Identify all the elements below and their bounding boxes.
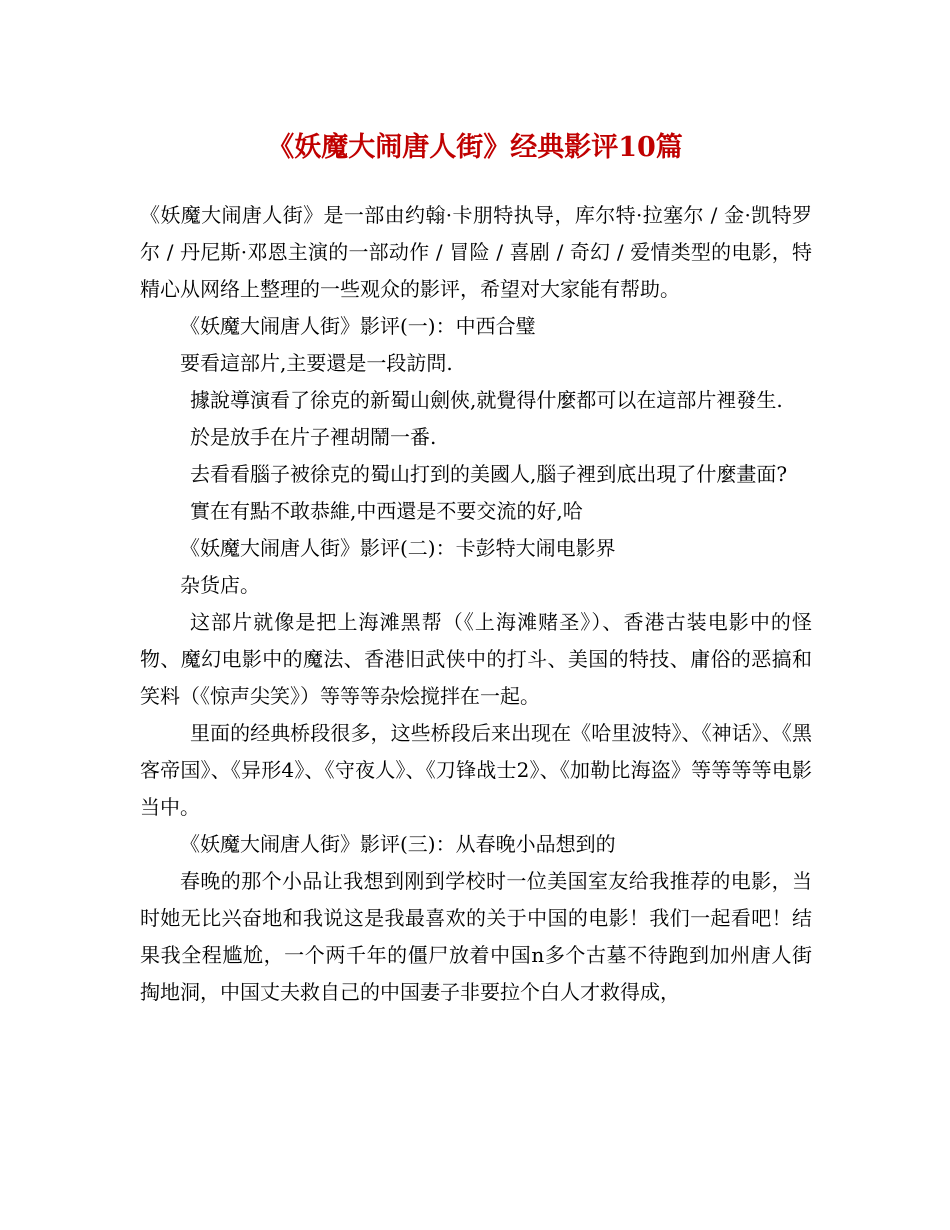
body-paragraph: 里面的经典桥段很多，这些桥段后来出现在《哈里波特》、《神话》、《黑客帝国》、《异形4》、《守夜人》、《刀锋战士2》、《加勒比海盗》等等等等电影当中。 [140, 721, 812, 819]
body-paragraph: 春晚的那个小品让我想到刚到学校时一位美国室友给我推荐的电影，当时她无比兴奋地和我说这是我最喜欢的关于中国的电影！我们一起看吧！结果我全程尴尬，一个两千年的僵尸放着中国n多个古墓不待跑到加州唐人街掏地洞，中国丈夫救自己的中国妻子非要拉个白人才救得成， [140, 869, 812, 1004]
body-paragraph: 这部片就像是把上海滩黑帮（《上海滩赌圣》）、香港古装电影中的怪物、魔幻电影中的魔法、香港旧武侠中的打斗、美国的特技、庸俗的恶搞和笑料（《惊声尖笑》）等等等杂烩搅拌在一起。 [140, 610, 812, 708]
body-paragraph: 於是放手在片子裡胡鬧一番. [190, 425, 437, 449]
document-title: 《妖魔大闹唐人街》经典影评10篇 [267, 132, 683, 163]
review-heading-2: 《妖魔大闹唐人街》影评(二)：卡彭特大闹电影界 [180, 536, 616, 560]
review-heading-3: 《妖魔大闹唐人街》影评(三)：从春晚小品想到的 [180, 832, 616, 856]
intro-paragraph: 《妖魔大闹唐人街》是一部由约翰·卡朋特执导，库尔特·拉塞尔 / 金·凯特罗尔 / 丹尼斯·邓恩主演的一部动作 / 冒险 / 喜剧 / 奇幻 / 爱情类型的电影，特精心从网络上整理的一些观众的影评，希望对大家能有帮助。 [140, 203, 812, 301]
body-paragraph: 要看這部片,主要還是一段訪問. [180, 351, 453, 375]
review-heading-1: 《妖魔大闹唐人街》影评(一)：中西合璧 [180, 314, 536, 338]
body-paragraph: 杂货店。 [180, 573, 260, 597]
document-body [140, 197, 812, 1011]
body-paragraph: 實在有點不敢恭維,中西還是不要交流的好,哈 [190, 499, 583, 523]
body-paragraph: 據說導演看了徐克的新蜀山劍俠,就覺得什麼都可以在這部片裡發生. [190, 388, 783, 412]
body-paragraph: 去看看腦子被徐克的蜀山打到的美國人,腦子裡到底出現了什麼畫面? [190, 462, 788, 486]
